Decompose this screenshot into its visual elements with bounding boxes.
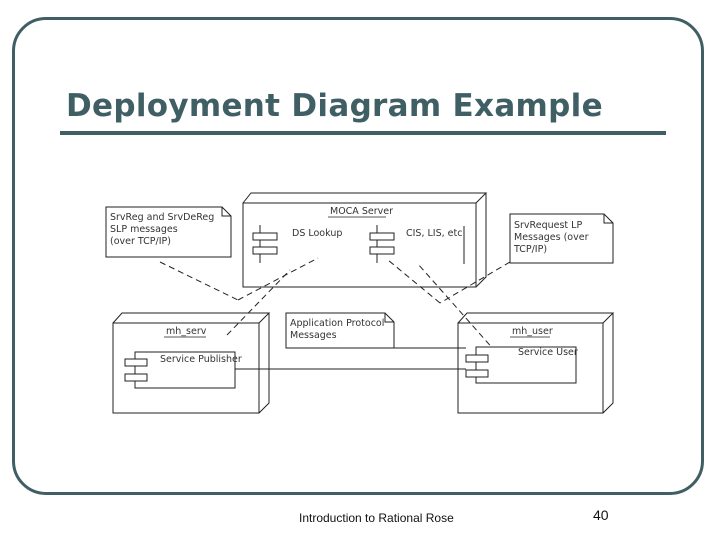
node-server-side <box>476 193 486 287</box>
note-center-line-2: Messages <box>290 330 337 341</box>
node-server-name: MOCA Server <box>330 206 393 217</box>
note-left-line-1: SrvReg and SrvDeReg <box>110 212 215 223</box>
node-provider-top <box>113 313 269 323</box>
note-left-line-2: SLP messages <box>110 224 178 235</box>
slide-footer: Introduction to Rational Rose <box>299 511 454 525</box>
note-right-line-1: SrvRequest LP <box>514 220 583 231</box>
anchor-server-to-right <box>388 260 440 303</box>
anchor-mhuser-to-server <box>418 264 503 360</box>
note-left-line-3: (over TCP/IP) <box>110 236 171 247</box>
node-consumer-side <box>603 313 613 413</box>
node-provider-name: mh_serv <box>166 326 207 337</box>
component-cis-lis <box>370 225 394 263</box>
node-consumer-top <box>458 313 613 323</box>
component-ds-lookup-label: DS Lookup <box>292 228 343 239</box>
component-service-user-label: Service User <box>518 347 578 358</box>
note-right-line-3: TCP/IP) <box>514 244 548 255</box>
component-cis-lis-label: CIS, LIS, etc <box>406 228 463 239</box>
slide-title: Deployment Diagram Example <box>66 88 603 124</box>
component-service-publisher-label: Service Publisher <box>160 354 242 365</box>
page-number: 40 <box>593 507 609 523</box>
anchor-server-to-left <box>238 258 318 300</box>
node-provider-side <box>259 313 269 413</box>
component-ds-lookup <box>253 225 277 263</box>
note-center-line-1: Application Protocol <box>290 318 385 329</box>
note-right-line-2: Messages (over <box>514 232 589 243</box>
anchor-right-to-server <box>440 262 510 303</box>
anchor-left-to-server <box>160 262 238 300</box>
node-server-top <box>243 193 486 203</box>
node-consumer-name: mh_user <box>512 326 553 337</box>
